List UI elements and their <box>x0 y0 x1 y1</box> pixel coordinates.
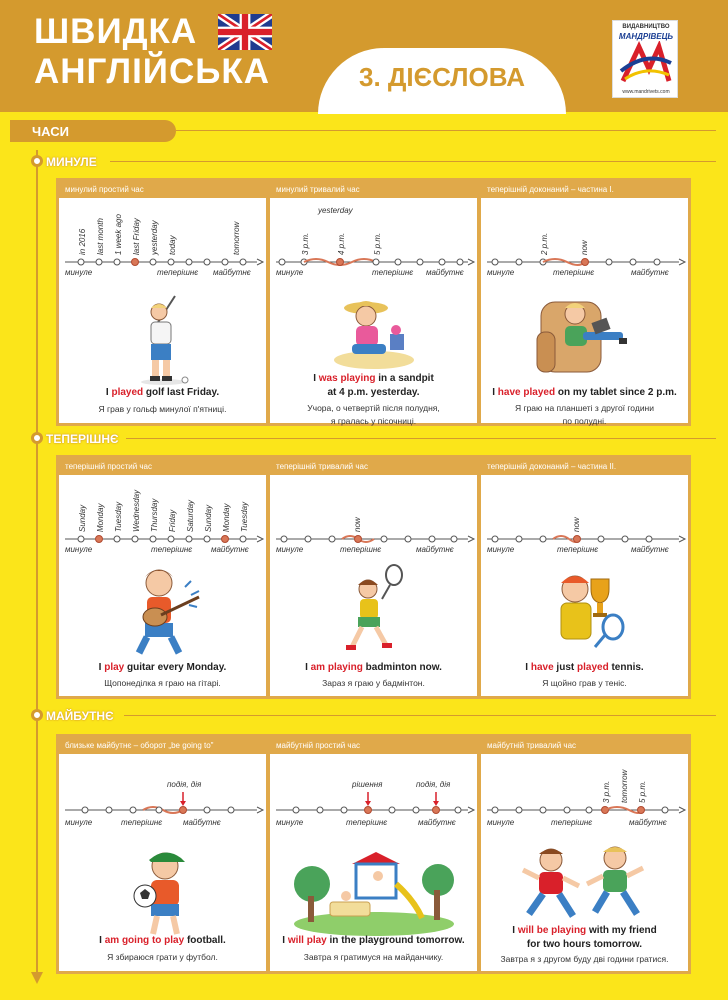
axis-future: майбутнє <box>183 818 221 827</box>
publisher-logo <box>612 20 678 98</box>
football-boy-illustration-icon <box>123 844 203 940</box>
logo-url-text: www.mandrivets.com <box>622 89 670 95</box>
logo-top-text: ВИДАВНИЦТВО <box>622 24 670 30</box>
axis-future: майбутнє <box>211 545 249 554</box>
card-present-perfect-1 <box>478 178 691 426</box>
card-title: минулий тривалий час <box>270 181 477 198</box>
tick-label: now <box>572 517 581 532</box>
sandpit-girl-illustration-icon <box>332 294 416 370</box>
axis-now: теперішнє <box>340 545 382 554</box>
axis-past: минуле <box>65 545 93 554</box>
axis-past: минуле <box>487 268 515 277</box>
card-body <box>270 198 477 426</box>
card-present-perfect-2 <box>478 455 691 699</box>
present-section-rule <box>126 438 716 439</box>
axis-now: теперішнє <box>557 545 599 554</box>
card-body <box>481 475 688 696</box>
example-en: I have played on my tablet since 2 p.m. <box>492 387 677 398</box>
guitar-boy-illustration-icon <box>115 561 211 657</box>
axis-now: теперішнє <box>551 818 593 827</box>
tick-label: Monday <box>96 503 105 532</box>
axis-now: теперішнє <box>553 268 595 277</box>
axis-now: теперішнє <box>372 268 414 277</box>
time-arrow-line <box>36 150 38 980</box>
axis-past: минуле <box>487 545 515 554</box>
tick-label: Sunday <box>204 504 213 532</box>
tenses-label: ЧАСИ <box>32 124 69 139</box>
tablet-boy-illustration-icon <box>535 292 635 376</box>
axis-past: минуле <box>65 268 93 277</box>
uk-flag-icon <box>218 14 272 50</box>
card-title: майбутній простий час <box>270 737 477 754</box>
tick-label: 5 p.m. <box>373 232 382 255</box>
tick-label: last month <box>96 218 105 255</box>
card-title: майбутній тривалий час <box>481 737 688 754</box>
past-section-dot <box>31 155 43 167</box>
card-present-continuous <box>267 455 480 699</box>
tick-label: last Friday <box>132 218 141 255</box>
example-ua: Я щойно грав у теніс. <box>542 678 627 688</box>
card-past-simple <box>56 178 269 426</box>
card-title: близьке майбутнє – оборот „be going to" <box>59 737 266 754</box>
tick-label: now <box>353 517 362 532</box>
tick-label: in 2016 <box>78 228 87 255</box>
section-title: 3. ДІЄСЛОВА <box>358 62 525 92</box>
card-title: теперішній доконаний – частина I. <box>481 181 688 198</box>
tick-label: tomorrow <box>620 769 629 803</box>
example-ua: Я граю на планшеті з другої години по полудні. <box>514 403 655 426</box>
axis-future: майбутнє <box>631 268 669 277</box>
logo-brand-text: МАНДРІВЕЦЬ <box>618 32 674 41</box>
example-en: I was playing in a sandpit at 4 p.m. yesterday. <box>313 373 434 398</box>
tick-label: Tuesday <box>240 501 249 532</box>
example-ua: Щопонеділка я граю на гітарі. <box>104 678 221 688</box>
card-present-simple <box>56 455 269 699</box>
playground-illustration-icon <box>290 844 458 936</box>
card-past-continuous <box>267 178 480 426</box>
card-body <box>481 198 688 426</box>
tick-label: Monday <box>222 503 231 532</box>
tick-label: Saturday <box>186 499 195 532</box>
card-title: теперішній тривалий час <box>270 458 477 475</box>
present-section-label: ТЕПЕРІШНЄ <box>46 432 119 446</box>
running-friends-illustration-icon <box>511 842 659 926</box>
example-en: I play guitar every Monday. <box>98 662 227 673</box>
card-title: теперішній доконаний – частина II. <box>481 458 688 475</box>
axis-past: минуле <box>487 818 515 827</box>
timeline <box>270 754 477 844</box>
example-en: I will be playing with my friend for two hours tomorrow. <box>512 925 657 950</box>
example-ua: Учора, о четвертій після полудня, я гралась у пісочниці. <box>307 403 440 426</box>
past-section-rule <box>110 161 716 162</box>
tick-label: Sunday <box>78 504 87 532</box>
timeline <box>59 754 266 844</box>
axis-future: майбутнє <box>418 818 456 827</box>
title-line-2: АНГЛІЙСЬКА <box>34 52 271 91</box>
card-body <box>59 198 266 423</box>
present-section-dot <box>31 432 43 444</box>
tick-label: Friday <box>168 509 177 532</box>
axis-future: майбутнє <box>631 545 669 554</box>
card-body <box>59 754 266 971</box>
top-label: yesterday <box>318 206 353 215</box>
axis-future: майбутнє <box>416 545 454 554</box>
tick-label: Thursday <box>150 498 159 532</box>
axis-now: теперішнє <box>151 545 193 554</box>
axis-future: майбутнє <box>213 268 251 277</box>
timeline <box>481 754 688 844</box>
tick-label: Wednesday <box>132 489 141 532</box>
card-future-simple <box>267 734 480 974</box>
future-section-label: МАЙБУТНЄ <box>46 709 114 723</box>
top-label: подія, дія <box>167 780 202 789</box>
tick-label: 3 p.m. <box>301 232 310 255</box>
golfer-illustration-icon <box>123 290 203 386</box>
tick-label: today <box>168 235 177 255</box>
axis-future: майбутнє <box>629 818 667 827</box>
example-ua: Я збираюся грати у футбол. <box>107 952 218 962</box>
axis-past: минуле <box>276 545 304 554</box>
example-en: I will play in the playground tomorrow. <box>282 935 465 946</box>
card-title: теперішній простий час <box>59 458 266 475</box>
tick-label: tomorrow <box>232 221 241 255</box>
example-ua: Зараз я граю у бадмінтон. <box>322 678 425 688</box>
axis-now: теперішнє <box>157 268 199 277</box>
example-ua: Завтра я гратимуся на майданчику. <box>303 952 444 962</box>
axis-now: теперішнє <box>121 818 163 827</box>
tick-label: Tuesday <box>114 501 123 532</box>
axis-now: теперішнє <box>346 818 388 827</box>
tennis-trophy-boy-illustration-icon <box>539 563 631 655</box>
example-en: I played golf last Friday. <box>105 387 220 398</box>
example-en: I have just played tennis. <box>525 662 644 673</box>
tick-label: 2 p.m. <box>540 232 549 255</box>
top-label: подія, дія <box>416 780 451 789</box>
tick-label: 1 week ago <box>114 214 123 255</box>
title-line-1: ШВИДКА <box>34 12 198 51</box>
badminton-girl-illustration-icon <box>334 563 414 655</box>
card-body <box>270 475 477 696</box>
example-ua: Я грав у гольф минулої п'ятниці. <box>98 404 227 414</box>
card-body <box>59 475 266 696</box>
top-label: рішення <box>352 780 383 789</box>
example-en: I am going to play football. <box>99 935 226 946</box>
axis-past: минуле <box>276 818 304 827</box>
tick-label: 3 p.m. <box>602 780 611 803</box>
past-section-label: МИНУЛЕ <box>46 155 97 169</box>
card-body <box>481 754 688 971</box>
time-arrow-head-icon <box>31 972 43 984</box>
card-be-going-to <box>56 734 269 974</box>
tick-label: 4 p.m. <box>337 232 346 255</box>
card-future-continuous <box>478 734 691 974</box>
example-en: I am playing badminton now. <box>305 662 442 673</box>
axis-past: минуле <box>65 818 93 827</box>
future-section-rule <box>124 715 716 716</box>
tick-label: yesterday <box>150 220 159 255</box>
future-section-dot <box>31 709 43 721</box>
tick-label: 5 p.m. <box>638 780 647 803</box>
tenses-rule <box>176 130 716 131</box>
tick-label: now <box>580 240 589 255</box>
axis-future: майбутнє <box>426 268 464 277</box>
logo-mark-icon <box>619 41 673 87</box>
card-body <box>270 754 477 971</box>
axis-past: минуле <box>276 268 304 277</box>
example-ua: Завтра я з другом буду дві години гратися. <box>500 954 669 964</box>
card-title: минулий простий час <box>59 181 266 198</box>
